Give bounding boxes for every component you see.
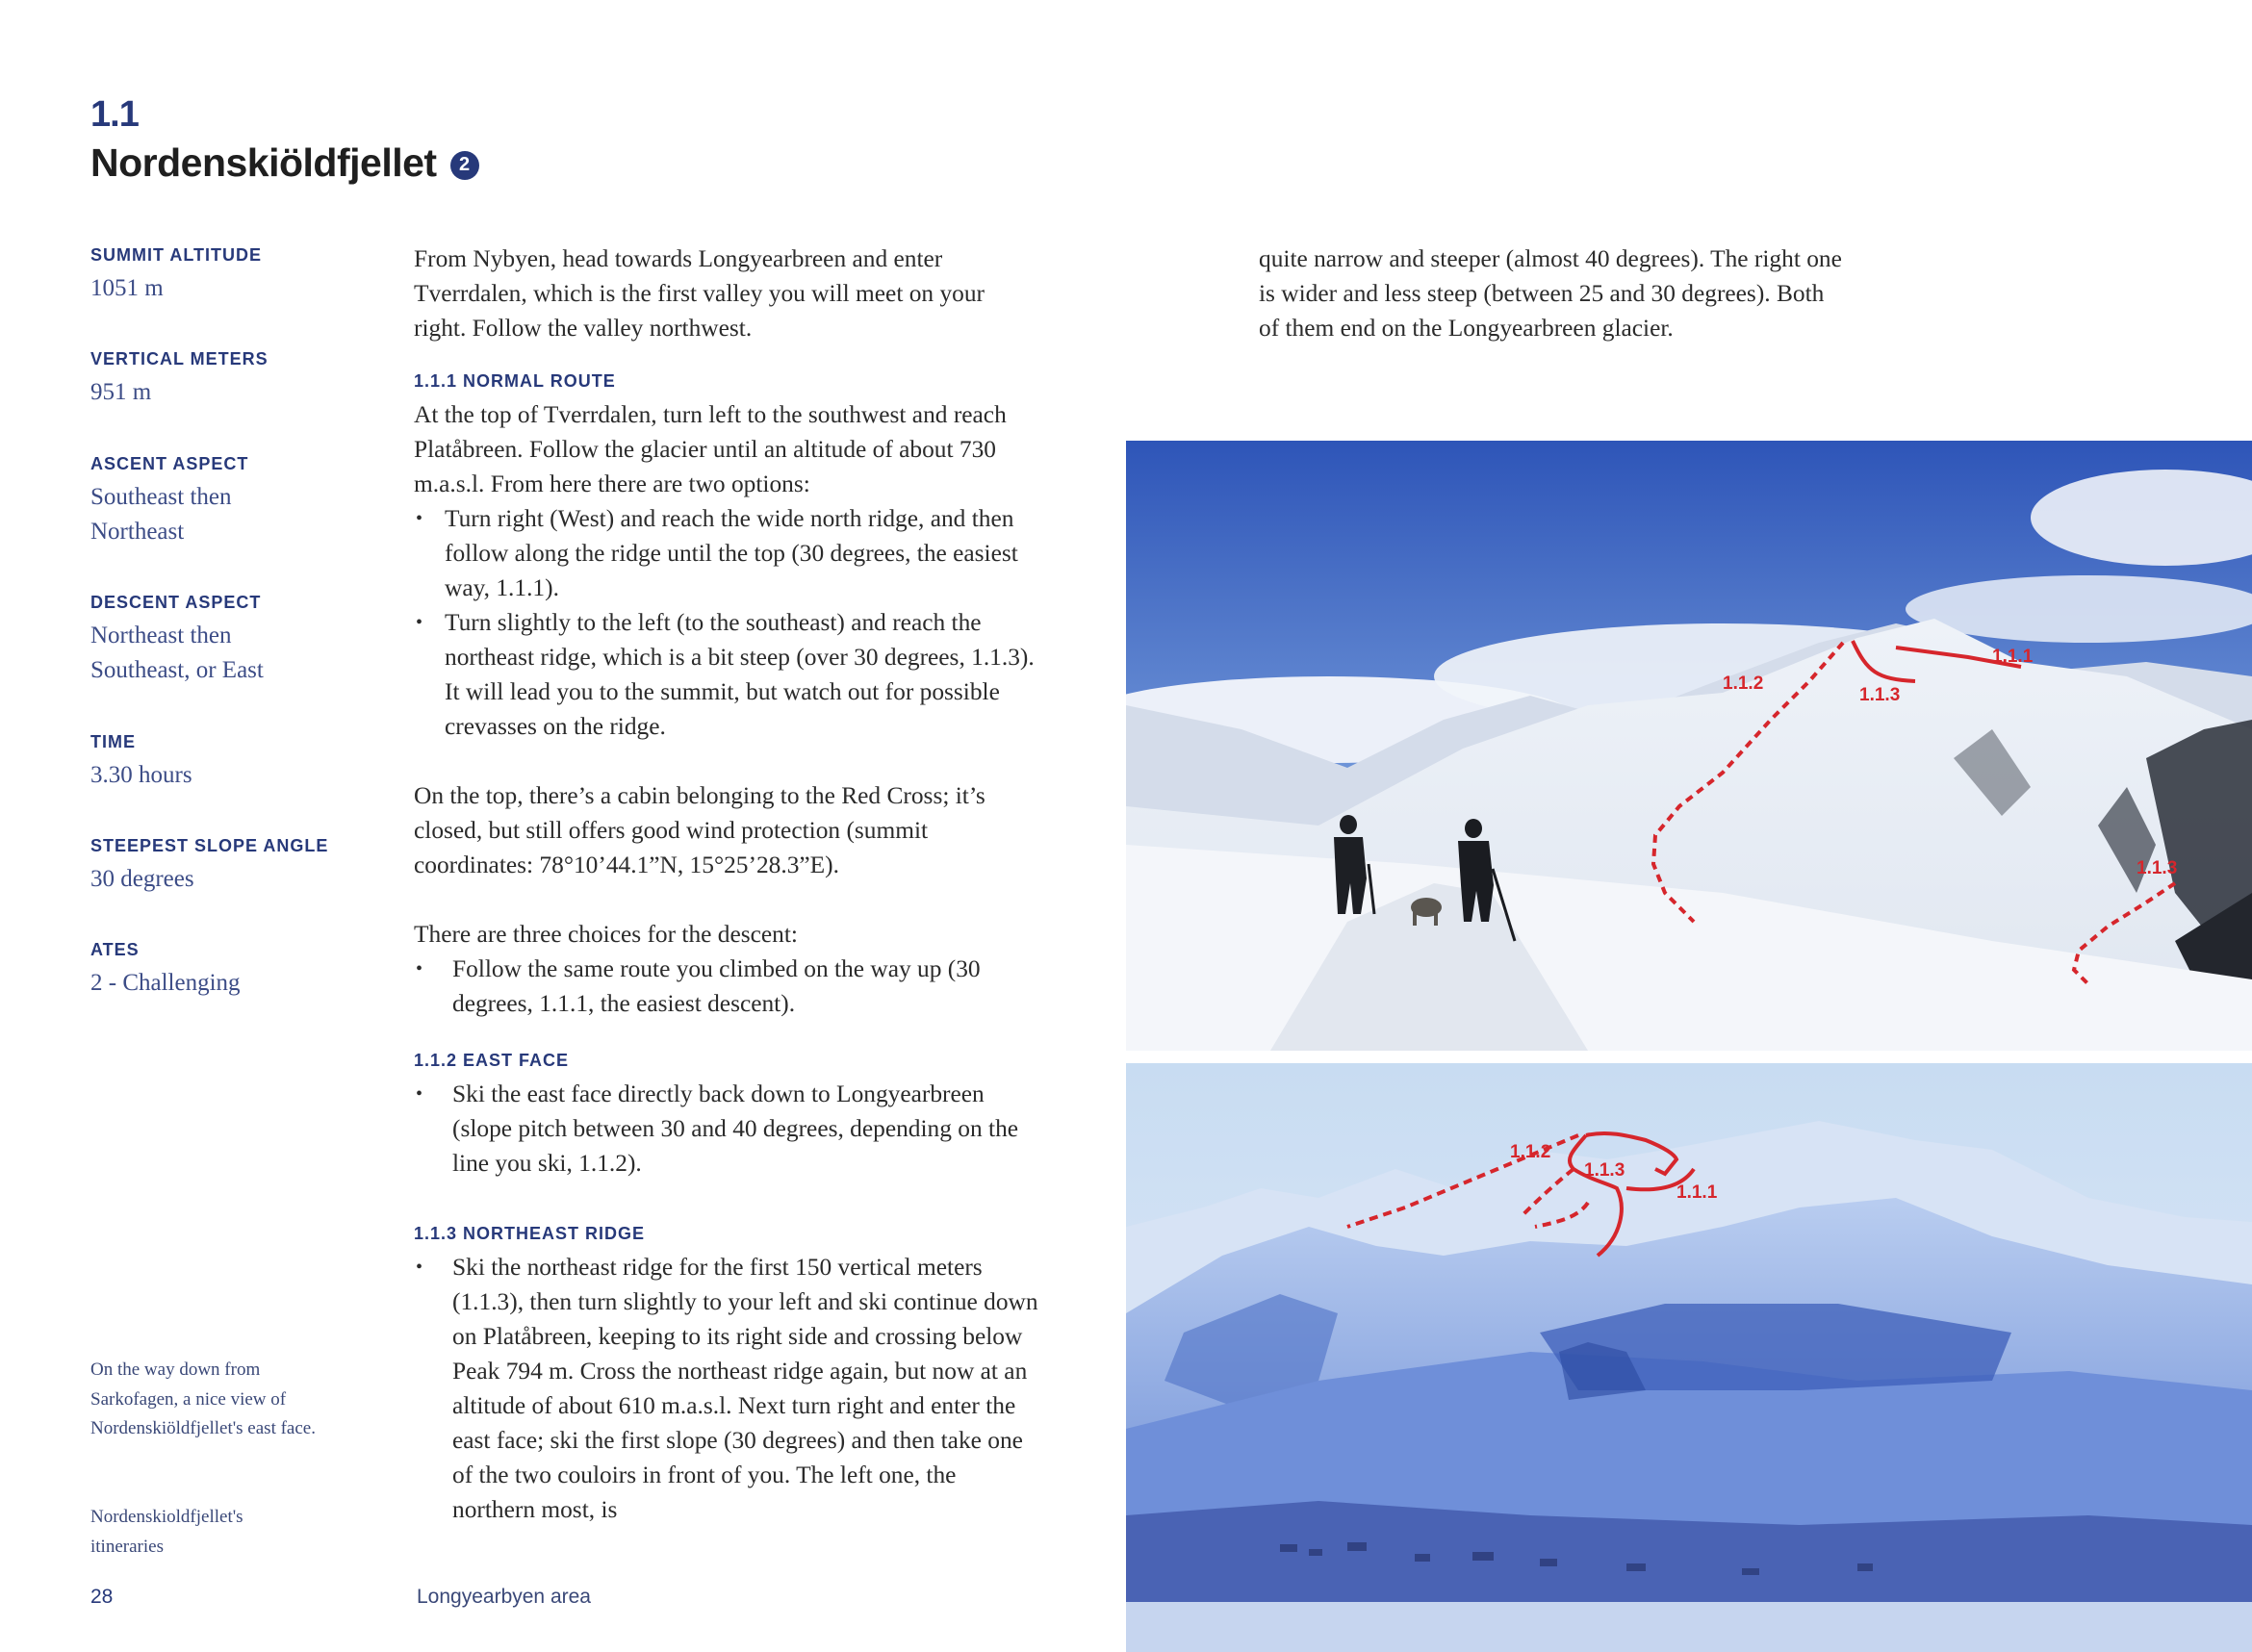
stat-label: TIME: [90, 732, 136, 751]
photo-bottom-illustration: [1126, 1063, 2252, 1652]
route-label: 1.1.3: [2137, 858, 2178, 878]
descent-intro: There are three choices for the descent:: [414, 921, 798, 948]
stat-time: [90, 731, 379, 793]
stat-value: 1051 m: [90, 275, 164, 301]
route-label: 1.1.2: [1723, 674, 1764, 694]
east-face-options: [414, 1077, 1039, 1181]
caption-top-photo: On the way down from Sarkofagen, a nice view of Nordenskiöldfjellet's east face.: [90, 1360, 316, 1438]
stat-summit-altitude: [90, 244, 379, 306]
body-column-right: [1259, 241, 1846, 345]
section-number: 1.1: [90, 94, 139, 135]
stat-value: Southeast then Northeast: [90, 484, 232, 545]
photo-skiers-route-overview: [1126, 441, 2252, 1051]
northeast-ridge-heading: 1.1.3 NORTHEAST RIDGE: [414, 1224, 646, 1243]
list-item: • Ski the east face directly back down to Longyearbreen (slope pitch between 30 and 40 degrees, depending on the line you ski, 1.1.2).: [414, 1077, 1039, 1181]
descent-options: [414, 952, 1039, 1021]
east-face-heading: 1.1.2 EAST FACE: [414, 1051, 570, 1070]
running-footer: Longyearbyen area: [417, 1586, 591, 1608]
stat-value: Northeast then Southeast, or East: [90, 623, 264, 683]
difficulty-badge: 2: [450, 151, 479, 180]
cabin-paragraph: On the top, there’s a cabin belonging to the Red Cross; it’s closed, but still offers good wind protection (summit coordinates: 78°10’44.1”N, 15°25’28.3”E).: [414, 782, 985, 878]
title-row: [90, 140, 479, 186]
stat-label: VERTICAL METERS: [90, 349, 269, 369]
body-column-left: [414, 241, 1039, 1527]
intro-paragraph: From Nybyen, head towards Longyearbreen and enter Tverrdalen, which is the first valley you will meet on your right. Follow the valley northwest.: [414, 245, 985, 342]
stat-label: ASCENT ASPECT: [90, 454, 249, 473]
page-title: Nordenskiöldfjellet: [90, 140, 437, 185]
stat-label: SUMMIT ALTITUDE: [90, 245, 262, 265]
normal-route-heading: 1.1.1 NORMAL ROUTE: [414, 371, 616, 391]
list-item: • Turn right (West) and reach the wide north ridge, and then follow along the ridge until the top (30 degrees, the easiest way, 1.1.1).: [414, 501, 1039, 605]
list-item: • Ski the northeast ridge for the first 150 vertical meters (1.1.3), then turn slightly to your left and ski continue down on Platåbreen, keeping to its right side and crossing below Peak 794 m. Cross the northeast ridge again, but now at an altitude of about 610 m.a.s.l. Next turn right and enter the east face; ski the first slope (30 degrees) and then take one of the two couloirs in front of you. The left one, the northern most, is: [414, 1250, 1039, 1527]
route-label: 1.1.3: [1859, 685, 1901, 705]
caption-bottom-photo: Nordenskioldfjellet's itineraries: [90, 1507, 243, 1557]
photo-mountain-itineraries: [1126, 1063, 2252, 1652]
stat-value: 951 m: [90, 379, 152, 405]
list-item: • Follow the same route you climbed on the way up (30 degrees, 1.1.1, the easiest descent).: [414, 952, 1039, 1021]
stat-label: STEEPEST SLOPE ANGLE: [90, 836, 329, 855]
list-item: • Turn slightly to the left (to the southeast) and reach the northeast ridge, which is a bit steep (over 30 degrees, 1.1.3). It will lead you to the summit, but watch out for possible crevasses on the ridge.: [414, 605, 1039, 744]
route-label: 1.1.1: [1992, 647, 2034, 667]
stat-steepest-slope: [90, 835, 379, 897]
stat-descent-aspect: [90, 592, 379, 688]
stat-ates: [90, 939, 379, 1001]
stat-ascent-aspect: [90, 453, 379, 549]
route-label: 1.1.2: [1510, 1142, 1551, 1162]
page-number: 28: [90, 1586, 114, 1608]
route-label: 1.1.3: [1584, 1160, 1625, 1181]
stat-value: 2 - Challenging: [90, 970, 241, 996]
normal-route-paragraph: At the top of Tverrdalen, turn left to the southwest and reach Platåbreen. Follow the glacier until an altitude of about 730 m.a.s.l. From here there are two options:: [414, 401, 1007, 497]
route-label: 1.1.1: [1676, 1182, 1718, 1203]
photo-top-illustration: [1126, 441, 2252, 1051]
stat-vertical-meters: [90, 348, 379, 410]
normal-route-options: [414, 501, 1039, 744]
stat-label: DESCENT ASPECT: [90, 593, 262, 612]
stat-value: 30 degrees: [90, 866, 194, 892]
continued-paragraph: quite narrow and steeper (almost 40 degrees). The right one is wider and less steep (between 25 and 30 degrees). Both of them end on the Longyearbreen glacier.: [1259, 245, 1842, 342]
stat-label: ATES: [90, 940, 140, 959]
stat-value: 3.30 hours: [90, 762, 192, 788]
northeast-ridge-options: [414, 1250, 1039, 1527]
